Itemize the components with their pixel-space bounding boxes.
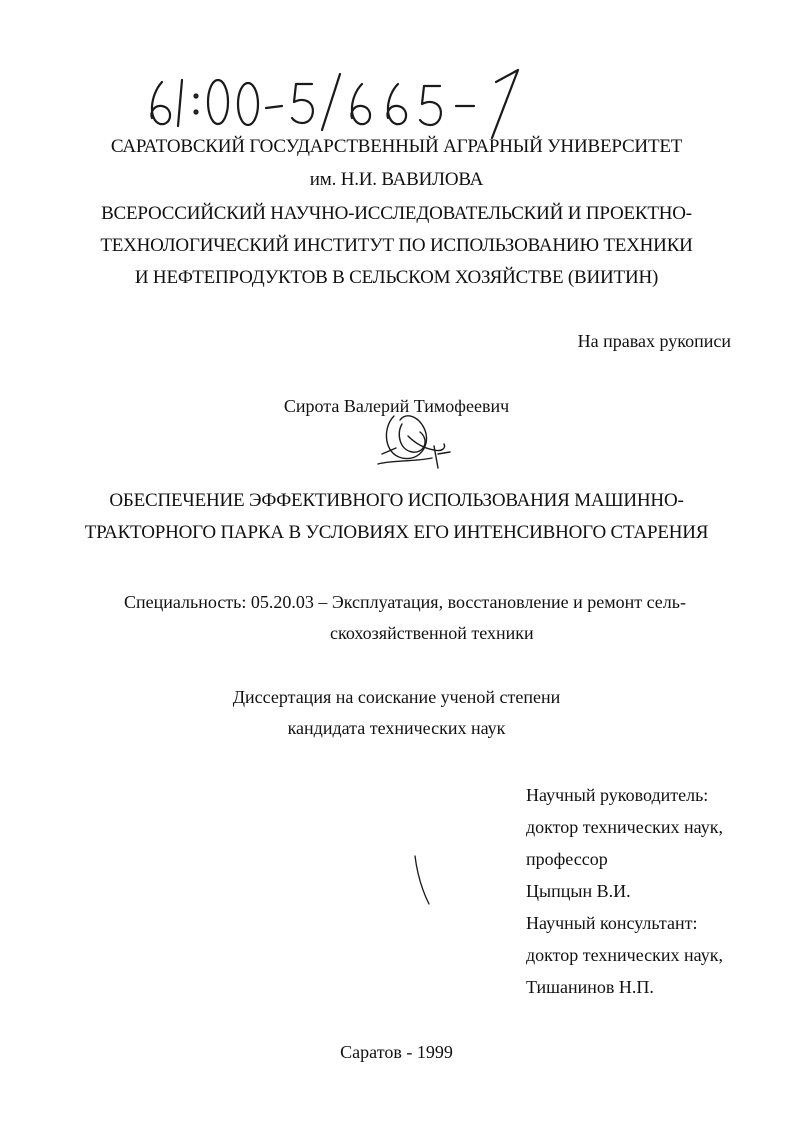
supervisor-line: доктор технических наук, <box>526 945 723 965</box>
degree-line-2: кандидата технических наук <box>287 718 506 738</box>
degree-line-1: Диссертация на соискание ученой степени <box>232 687 561 707</box>
supervisor-line: профессор <box>526 849 608 869</box>
institute-line-2: ТЕХНОЛОГИЧЕСКИЙ ИНСТИТУТ ПО ИСПОЛЬЗОВАНИЮ ТЕХНИКИ <box>100 235 693 256</box>
specialty-line-2: скохозяйственной техники <box>330 623 534 643</box>
author-signature <box>372 398 462 478</box>
author-name: Сирота Валерий Тимофеевич <box>283 396 510 416</box>
thesis-title-line-1: ОБЕСПЕЧЕНИЕ ЭФФЕКТИВНОГО ИСПОЛЬЗОВАНИЯ МАШИННО- <box>109 490 684 511</box>
university-eponym: им. Н.И. ВАВИЛОВА <box>309 169 484 190</box>
city-year: Саратов - 1999 <box>340 1042 453 1062</box>
specialty-line-1: Специальность: 05.20.03 – Эксплуатация, восстановление и ремонт сель- <box>124 592 686 612</box>
rights-note: На правах рукописи <box>577 331 731 351</box>
thesis-title-line-2: ТРАКТОРНОГО ПАРКА В УСЛОВИЯХ ЕГО ИНТЕНСИВНОГО СТАРЕНИЯ <box>84 522 709 543</box>
institute-line-3: И НЕФТЕПРОДУКТОВ В СЕЛЬСКОМ ХОЗЯЙСТВЕ (ВИИТИН) <box>134 267 659 288</box>
stray-pen-mark <box>405 852 435 912</box>
handwritten-archive-code <box>140 60 570 140</box>
institute-line-1: ВСЕРОССИЙСКИЙ НАУЧНО-ИССЛЕДОВАТЕЛЬСКИЙ И ПРОЕКТНО- <box>101 203 692 224</box>
supervisor-line: Научный консультант: <box>526 913 698 933</box>
supervisor-line: Тишанинов Н.П. <box>526 977 654 997</box>
university-name: САРАТОВСКИЙ ГОСУДАРСТВЕННЫЙ АГРАРНЫЙ УНИВЕРСИТЕТ <box>110 136 683 157</box>
supervisor-line: Научный руководитель: <box>526 785 709 805</box>
supervisor-line: Цыпцын В.И. <box>526 881 631 901</box>
supervisor-line: доктор технических наук, <box>526 817 723 837</box>
